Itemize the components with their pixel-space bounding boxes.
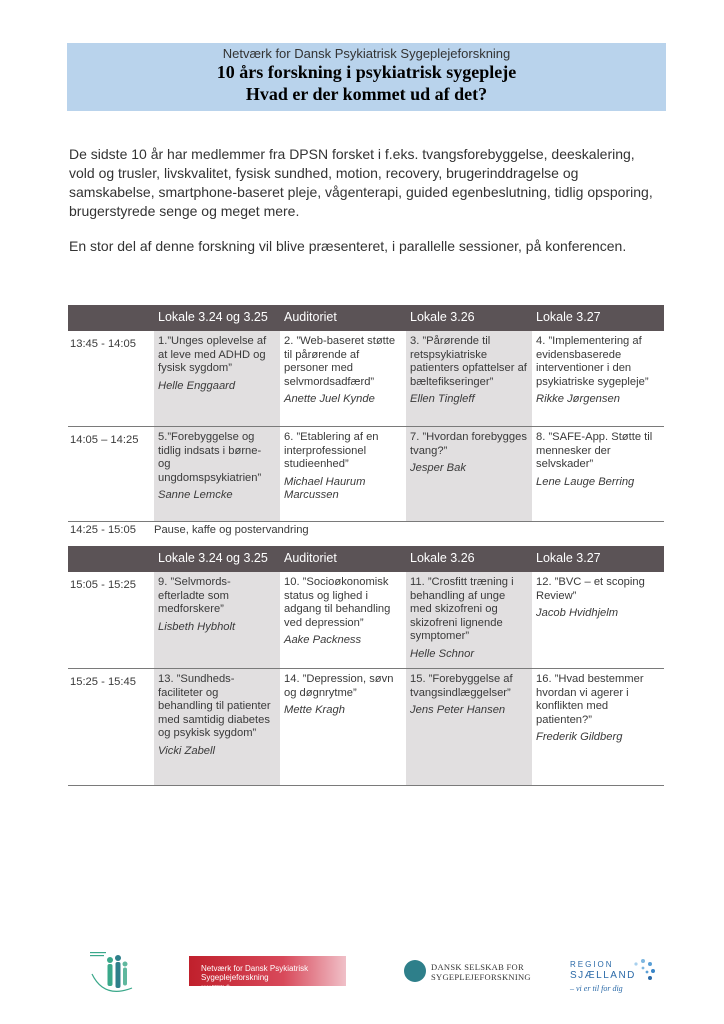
- schedule-session-2: [68, 546, 664, 786]
- talk-cell: [154, 331, 280, 426]
- talk-title: 16. ”Hvad bestemmer hvordan vi agerer i konflikten med patienten?”: [536, 673, 644, 726]
- talk-cell: [406, 669, 532, 785]
- talk-cell: [532, 669, 664, 785]
- dsfs-text: [431, 962, 531, 982]
- talk-title: 6. ”Etablering af en interprofessionel studieenhed”: [284, 431, 379, 470]
- talk-title: 9. ”Selvmords-efterladte som medforskere”: [158, 576, 231, 615]
- talk-title: 15. ”Forebyggelse af tvangsindlæggelser”: [410, 673, 513, 699]
- row-divider: [68, 785, 664, 786]
- dsfs-emblem-icon: [404, 960, 426, 982]
- room-header-row: [68, 305, 664, 331]
- talk-cell: [532, 331, 664, 426]
- room-header: Lokale 3.24 og 3.25: [158, 310, 268, 325]
- talk-title: 2. ”Web-baseret støtte til pårørende af personer med selvmordsadfærd”: [284, 335, 396, 388]
- schedule-session-1: [68, 305, 664, 540]
- break-time: 14:25 - 15:05: [70, 524, 136, 537]
- speaker-name: Jesper Bak: [410, 462, 466, 474]
- time-slot: 14:05 – 14:25: [70, 434, 139, 446]
- speaker-name: Lene Lauge Berring: [536, 475, 635, 488]
- talk-title: 3. ”Pårørende til retspsykiatriske patienters opfattelser af bæltefikseringer”: [410, 335, 527, 388]
- talk-title: 12. ”BVC – et scoping Review”: [536, 576, 645, 602]
- room-header: Lokale 3.26: [410, 551, 475, 566]
- talk-cell: [280, 331, 406, 426]
- talk-cell: [154, 669, 280, 785]
- speaker-name: Helle Enggaard: [158, 379, 236, 392]
- break-row: [68, 522, 664, 540]
- speaker-name: Ellen Tingleff: [410, 393, 475, 405]
- talk-title: 13. ”Sundheds-faciliteter og behandling til patienter med samtidig diabetes og psykisk sygdom”: [158, 673, 271, 739]
- speaker-name: Sanne Lemcke: [158, 489, 233, 501]
- dsfs-line-2: SYGEPLEJEFORSKNING: [431, 972, 531, 982]
- talk-cell: [280, 572, 406, 668]
- intro-paragraph-2: En stor del af denne forskning vil blive præsenteret, i parallelle sessioner, på konferencen.: [69, 238, 627, 254]
- talk-title: 5.”Forebyggelse og tidlig indsats i børne- og ungdomspsykiatrien”: [158, 431, 262, 484]
- intro-paragraph: De sidste 10 år har medlemmer fra DPSN forsket i f.eks. tvangsforebyggelse, deeskalering, vold og trusler, livskvalitet, fysisk sundhed, motion, recovery, brugerinddragelse og samskabelse, smartphone-baseret pleje, vågenterapi, guided egenbeslutning, tidlig opsporing, brugerstyrede senge og meget mere.: [69, 146, 653, 219]
- dsfs-logo: [404, 958, 531, 986]
- time-slot: 13:45 - 14:05: [70, 338, 136, 350]
- talk-cell: [532, 572, 664, 668]
- speaker-name: Lisbeth Hybholt: [158, 620, 236, 633]
- region-dots-icon: [630, 958, 656, 984]
- room-header: Lokale 3.27: [536, 551, 601, 566]
- talk-cell: [406, 331, 532, 426]
- speaker-name: Rikke Jørgensen: [536, 393, 620, 405]
- footer-logos: [0, 940, 724, 1010]
- schedule-row: [68, 669, 664, 785]
- talk-cell: [406, 427, 532, 521]
- talk-cell: [154, 427, 280, 521]
- page-title: 10 års forskning i psykiatrisk sygepleje: [216, 62, 517, 82]
- speaker-name: Mette Kragh: [284, 704, 345, 716]
- speaker-name: Frederik Gildberg: [536, 731, 623, 743]
- dpsn-url: www.DPSN.dk: [201, 984, 231, 989]
- talk-cell: [154, 572, 280, 668]
- time-slot: 15:25 - 15:45: [70, 676, 136, 688]
- talk-title: 14. ”Depression, søvn og døgnrytme”: [284, 673, 394, 699]
- talk-title: 1.”Unges oplevelse af at leve med ADHD og fysisk sygdom”: [158, 335, 267, 374]
- dpsn-banner-text: Netværk for Dansk Psykiatrisk Sygeplejeforskning: [201, 964, 309, 982]
- header-banner: [67, 43, 666, 111]
- speaker-name: Jens Peter Hansen: [410, 704, 506, 716]
- talk-title: 8. ”SAFE-App. Støtte til mennesker der selvskader”: [536, 431, 653, 470]
- region-name: SJÆLLAND: [570, 970, 636, 981]
- schedule-row: [68, 427, 664, 521]
- region-sjaelland-logo: [566, 960, 656, 1000]
- speaker-name: Vicki Zabell: [158, 744, 215, 757]
- room-header-row: [68, 546, 664, 572]
- talk-title: 4. ”Implementering af evidensbaserede interventioner i den psykiatriske sygepleje”: [536, 335, 649, 388]
- room-header: Lokale 3.27: [536, 310, 601, 325]
- talk-title: 10. ”Socioøkonomisk status og lighed i adgang til behandling ved depression”: [284, 576, 391, 629]
- talk-title: 7. ”Hvordan forebygges tvang?”: [410, 431, 527, 457]
- talk-cell: [280, 427, 406, 521]
- figures-logo-icon: [84, 944, 144, 1002]
- schedule-row: [68, 572, 664, 668]
- region-label: REGION: [570, 960, 614, 969]
- talk-cell: [406, 572, 532, 668]
- network-name: Netværk for Dansk Psykiatrisk Sygeplejeforskning: [222, 46, 511, 61]
- room-header: Lokale 3.24 og 3.25: [158, 551, 268, 566]
- page-subtitle: Hvad er der kommet ud af det?: [245, 84, 488, 104]
- dpsn-banner-logo: [189, 956, 346, 989]
- region-slogan: – vi er til for dig: [570, 984, 623, 993]
- speaker-name: Aake Packness: [284, 634, 362, 646]
- room-header: Lokale 3.26: [410, 310, 475, 325]
- time-slot: 15:05 - 15:25: [70, 579, 136, 591]
- speaker-name: Jacob Hvidhjelm: [536, 607, 619, 619]
- talk-cell: [280, 669, 406, 785]
- room-header: Auditoriet: [284, 551, 337, 566]
- speaker-name: Michael Haurum Marcussen: [284, 475, 366, 501]
- break-label: Pause, kaffe og postervandring: [154, 524, 309, 537]
- speaker-name: Anette Juel Kynde: [284, 393, 375, 405]
- schedule-row: [68, 331, 664, 426]
- talk-cell: [532, 427, 664, 521]
- room-header: Auditoriet: [284, 310, 337, 325]
- speaker-name: Helle Schnor: [410, 647, 475, 660]
- dsfs-line-1: DANSK SELSKAB FOR: [431, 962, 524, 972]
- talk-title: 11. ”Crosfitt træning i behandling af unge med skizofreni og skizofreni lignende symptomer”: [410, 576, 514, 642]
